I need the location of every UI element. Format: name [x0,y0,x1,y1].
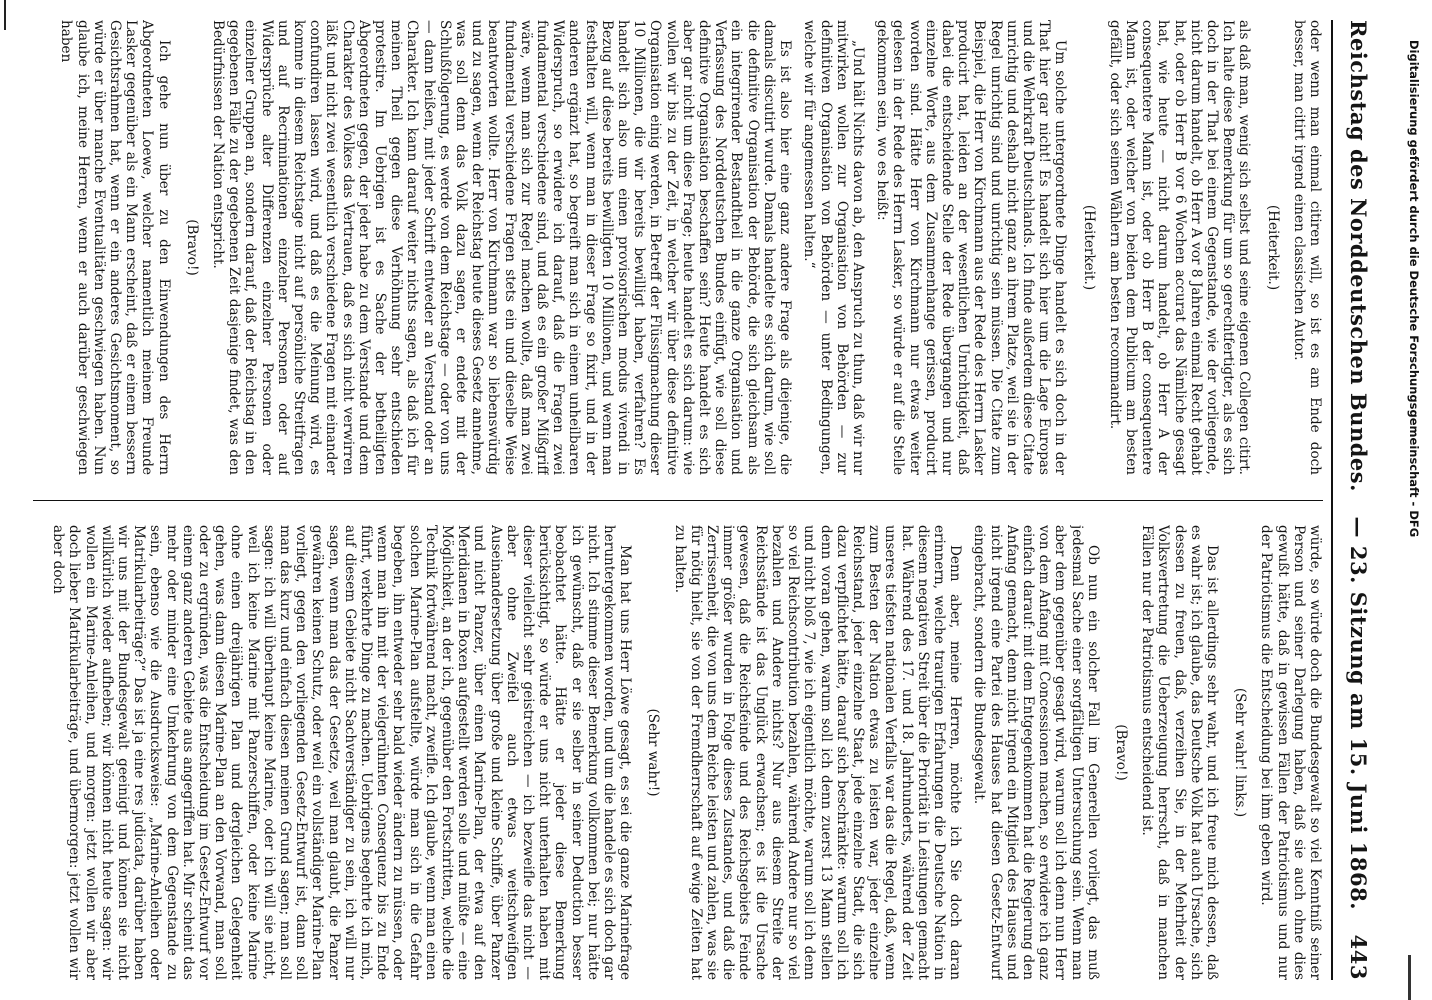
remark: (Bravo!) [183,219,200,276]
digitization-credit [1395,40,1421,1000]
left-column [33,20,1323,475]
page-number: 443 [1346,934,1372,980]
paragraph: würde, so würde doch die Bundesgewalt so viel Kenntniß seiner Person und seiner Darlegung haben, daß sie auch ohne dies gewußt hätte, daß in gewissen Fällen der Patriotismus und nur der Patriotismus die Entscheidung bei ihm geben wird. [1258,525,1323,980]
credit-text: Digitalisierung gefördert durch die Deutsche Forschungsgemeinschaft - DFG [1407,40,1421,538]
remark: (Sehr wahr! links.) [1232,687,1249,818]
paragraph: oder wenn man einmal citiren will, so ist es am Ende doch besser, man citirt irgend einen classischen Autor. [1290,20,1323,475]
column-divider [33,500,1323,501]
remark: (Heiterkeit.) [1264,204,1281,291]
remark: (Bravo!) [1112,724,1129,781]
quotation: „Und hält Nichts davon ab, den Anspruch zu thun, daß wir nur mitwirken wollen zur Organisation von Behörden — zur definitiven Organisation von Behörden — unter Bedingungen, welche wir für angemessen halten.“ [801,20,866,475]
paragraph: als daß man, wenig sich selbst und seine eigenen Collegen citirt. Ich halte diese Bemerkung für um so gerechtfertigter, als es sich doch in der That bei einem Gegenstande, wie der vorliegende, nicht darum handelt, ob Herr A vor 8 Jahren einmal Recht gehabt hat, oder ob Herr B vor 6 Wochen accurat das Nämliche gesagt hat, wie heute — nicht darum handelt, ob Herr A der consequentere Mann ist, oder ob Herr B der consequentere Mann ist, oder welcher von beiden dem Publicum am besten gefällt, oder sich seinen Wählern am besten recommandirt. [1106,20,1253,475]
header-rule [1331,20,1333,980]
paragraph: Das ist allerdings sehr wahr, und ich freue mich dessen, daß es wahr ist; ich glaube, das Deutsche Volk hat auch Ursache, sich dessen zu freuen, daß, verzeihen Sie, in der Mehrheit der Volksvertretung die Ueberzeugung herrscht, daß in manchen Fällen nur der Patriotismus entscheidend ist. [1139,525,1220,980]
header-left: Reichstag des Norddeutschen Bundes. [1346,20,1372,492]
page-header [1339,20,1379,980]
right-column [33,525,1323,980]
rotated-document-page [15,0,1385,1000]
paragraph: Denn aber, meine Herren, möchte ich Sie doch daran erinnern, welche traurigen Erfahrungen die Deutsche Nation in diesem negativen Streit über die Priorität in Leistungen gemacht hat. Während des 17. und 18. Jahrhunderts, während der Zeit unseres tiefsten nationalen Verfalls war das die Regel, daß, wenn zum Besten der Nation etwas zu leisten war, jeder einzelne Reichsstand, jeder einzelne Staat, jede einzelne Stadt, die sich dazu verpflichtet hätte, darauf sich beschränkte: warum soll ich denn voran gehen, warum soll ich denn zuerst 13 Mann stellen und nicht bloß 7, wie ich eigentlich möchte, warum soll ich denn so viel Reichscontribution bezahlen, während Andere nur so viel bezahlen und Andere nichts? Nur aus diesem Streite der Reichsstände ist das Unglück erwachsen; es ist die Ursache gewesen, daß die Reichsfeinde und des Reichsgebiets Feinde immer größer wurden in Folge dieses Zustandes, und daß die Zerrissenheit, die von uns dem Reiche leisten und zahlen, was sie für nötig hielt, sie von der Fremdherrschaft auf ewige Zeiten hat zu halten. [671,525,964,980]
left-edge-bracket [0,0,6,30]
paragraph: Es ist also hier eine ganz andere Frage als diejenige, die damals discutirt wurde. Damals handelte es sich darum, wie soll die definitive Organisation der Behörde, die sich gleichsam als ein integrirender Bestandtheil in die ganze Organisation und Verfassung des Norddeutschen Bundes einfügt, wie soll diese definitive Organisation beschaffen sein? Heute handelt es sich aber gar nicht um diese Frage; heute handelt es sich darum: wie wollen wir bis zu der Zeit, in welcher wir über diese definitive Organisation einig werden, in Betreff der Flüssigmachung dieser 10 Millionen, die wir bereits bewilligt haben, verfahren? Es handelt sich also um einen provisorischen modus vivendi in Bezug auf diese bereits bewilligten 10 Millionen, und wenn man festhalten will, wenn man in dieser Frage so fixirt, und in der anderen ergänzt hat, so begreift man sich in einem unheilbaren Widerspruch, so erwidere ich darauf, daß die Fragen zwei fundamental verschiedene sind, und daß es ein großer Mißgriff wäre, wenn man sich zur Regel machen wollte, daß man zwei fundamental verschiedene Fragen stets ein und dieselbe Weise beantworten wollte. Herr von Kirchmann war so liebenswürdig und zu sagen, wenn der Reichstag heute dieses Gesetz annehme, was soll denn das Volk dazu sagen, er endete mit der Schlußfolgerung, es werde von dem Reichstage — oder von uns — dann heißen, mit jeder Schrift entweder an Verstand oder an Charakter. Ich kann darauf weiter nichts sagen, als daß ich für meinen Theil gegen diese Verhöhnung sehr entschieden protestire. Im Uebrigen ist es Sache der betheiligten Abgeordneten gegen, der jeder habe zu dem Verstande und dem Charakter des Volkes das Vertrauen, daß es sich nicht verwirren läßt und nicht zwei wesentlich verschiedene Fragen mit einander confundiren lassen wird, und daß es die Meinung wird, es komme in diesem Reichstage nicht auf persönliche Streitfragen und auf Recriminationen einzelner Personen oder auf Widersprüche alter Differenzen einzelner Personen oder einzelner Gruppen an, sondern darauf, daß der Reichstag in den gegebenen Fälle zu der gegebenen Zeit dasjenige findet, was den Bedürfnissen der Nation entspricht. [210,20,794,475]
remark: (Heiterkeit.) [1080,204,1097,291]
paragraph: Ob nun ein solcher Fall im Generellen vorliegt, das muß jedesmal Sache einer sorgfältigen Untersuchung sein. Wenn man aber dem gegenüber gesagt wird, warum soll ich denn nun Herr von dem Anfang mit Concessionen machen, so erwidere ich ganz einfach darauf: mit dem Entgegenkommen hat die Regierung den Anfang gemacht, denn nicht irgend ein Mitglied des Hauses und nicht irgend eine Partei des Hauses hat diesen Gesetz-Entwurf eingebracht, sondern die Bundesgewalt. [971,525,1101,980]
paragraph: Ich gehe nun über zu den Einwendungen des Herrn Abgeordneten Loewe, welcher namentlich meinem Freunde Lasker gegenüber als ein Mann erscheint, daß er einem bessern Gesichtsrahmen hat, wenn er ein anderes Gesichtsmoment, so würde er über manche Eventualitäten geschwiegen haben. Nun glaube ich, meine Herren, wenn er auch darüber geschwiegen haben [58,20,172,475]
paragraph: Man hat uns Herr Löwe gesagt, es sei die ganze Marinefrage heruntergekommen worden, und um die handele es sich doch gar nicht. Ich stimme dieser Bemerkung vollkommen bei; nur hätte ich gewünscht, daß er sie selber in seiner Deduction besser beobachtet hätte. Hätte er jeder diese Bemerkung berücksichtigt, so würde er uns nicht unterhalten haben mit dieser vielleicht sehr geistreichen — ich bezweifle das nicht — aber ohne Zweifel auch etwas weitschweifigen Auseinandersetzung über große und kleine Schiffe, über Panzer und nicht Panzer, über einen Marine-Plan, der etwa auf den Meridianen in Boxen aufgestellt werden solle und müßte — eine Möglichkeit, an der ich, gegenüber den Fortschritten, welche die Technik fortwährend macht, zweifle. Ich glaube, wenn man einen solchen Marine-Plan aufstellte, würde man sich in die Gefahr begeben, ihn entweder sehr bald wieder ändern zu müssen, oder wenn man ihn mit der vielgerühmten Consequenz bis zu Ende führt, verkehrte Dinge zu machen. Uebrigens begehrte ich mich, auf diesem Gebiete nicht Sachverständiger zu sein, ich will nur sagen, wenn man das der Gesetze, weil man glaubt, die Panzer gewähren keinen Schutz, oder weil ein vollständiger Marine-Plan vorliegt, gegen den vorliegenden Gesetz-Entwurf ist, dann soll man das kurz und einfach diesen meinen Grund sagen; man soll sagen: ich will überhaupt keine Marine, oder ich will sie nicht, weil ich keine Marine mit Panzerschiffen, oder keine Marine ohne einen dreijährigen Plan und dergleichen Gelegenheit gehen, was dann diesen Marine-Plan an den Vorwand, man soll oder zu ergründen, was die Entscheidung im Gesetz-Entwurf vor einem ganz anderen Gebiete aus angegriffen hat. Mir scheint das mehr oder minder eine Umkehrung von dem Gegenstande zu sein, ebenso wie die Ausdrucksweise: „Marine-Anleihen oder Matrikularbeiträge?“ Das ist ja eine res judicata, darüber haben wir uns mit der Bundesgewalt geeinigt und können sie nicht willkürlich wieder aufheben; wir können nicht heute sagen: wir wollen ein Marine-Anleihen, und morgen: jetzt wollen wir aber doch lieber Matrikularbeiträge, und übermorgen: jetzt wollen wir aber doch [50,525,634,980]
remark: (Sehr wahr!) [645,708,662,797]
header-center: — 23. Sitzung am 15. Juni 1868. [1346,516,1372,911]
paragraph: Um solche untergeordnete Dinge handelt es sich doch in der That hier gar nicht! Es handelt sich hier um die Lage Europas und die Wehrkraft Deutschlands. Ich finde außerdem diese Citate unrichtig und deshalb nicht ganz an ihrem Platze, weil sie in der Regel unrichtig sind und unrichtig sein müssen. Die Citate zum Beispiel, die Herr von Kirchmann aus der Rede des Herrn Lasker producirt hat, leiden an der wesentlichen Unrichtigkeit, daß dabei die entscheidende Stelle der Rede übergangen und nur einzelne Worte, aus dem Zusammenhange gerissen, producirt worden sind. Hätte Herr von Kirchmann nur etwas weiter gelesen in der Rede des Herrn Lasker, so würde er auf die Stelle gekommen sein, wo es heißt: [874,20,1069,475]
